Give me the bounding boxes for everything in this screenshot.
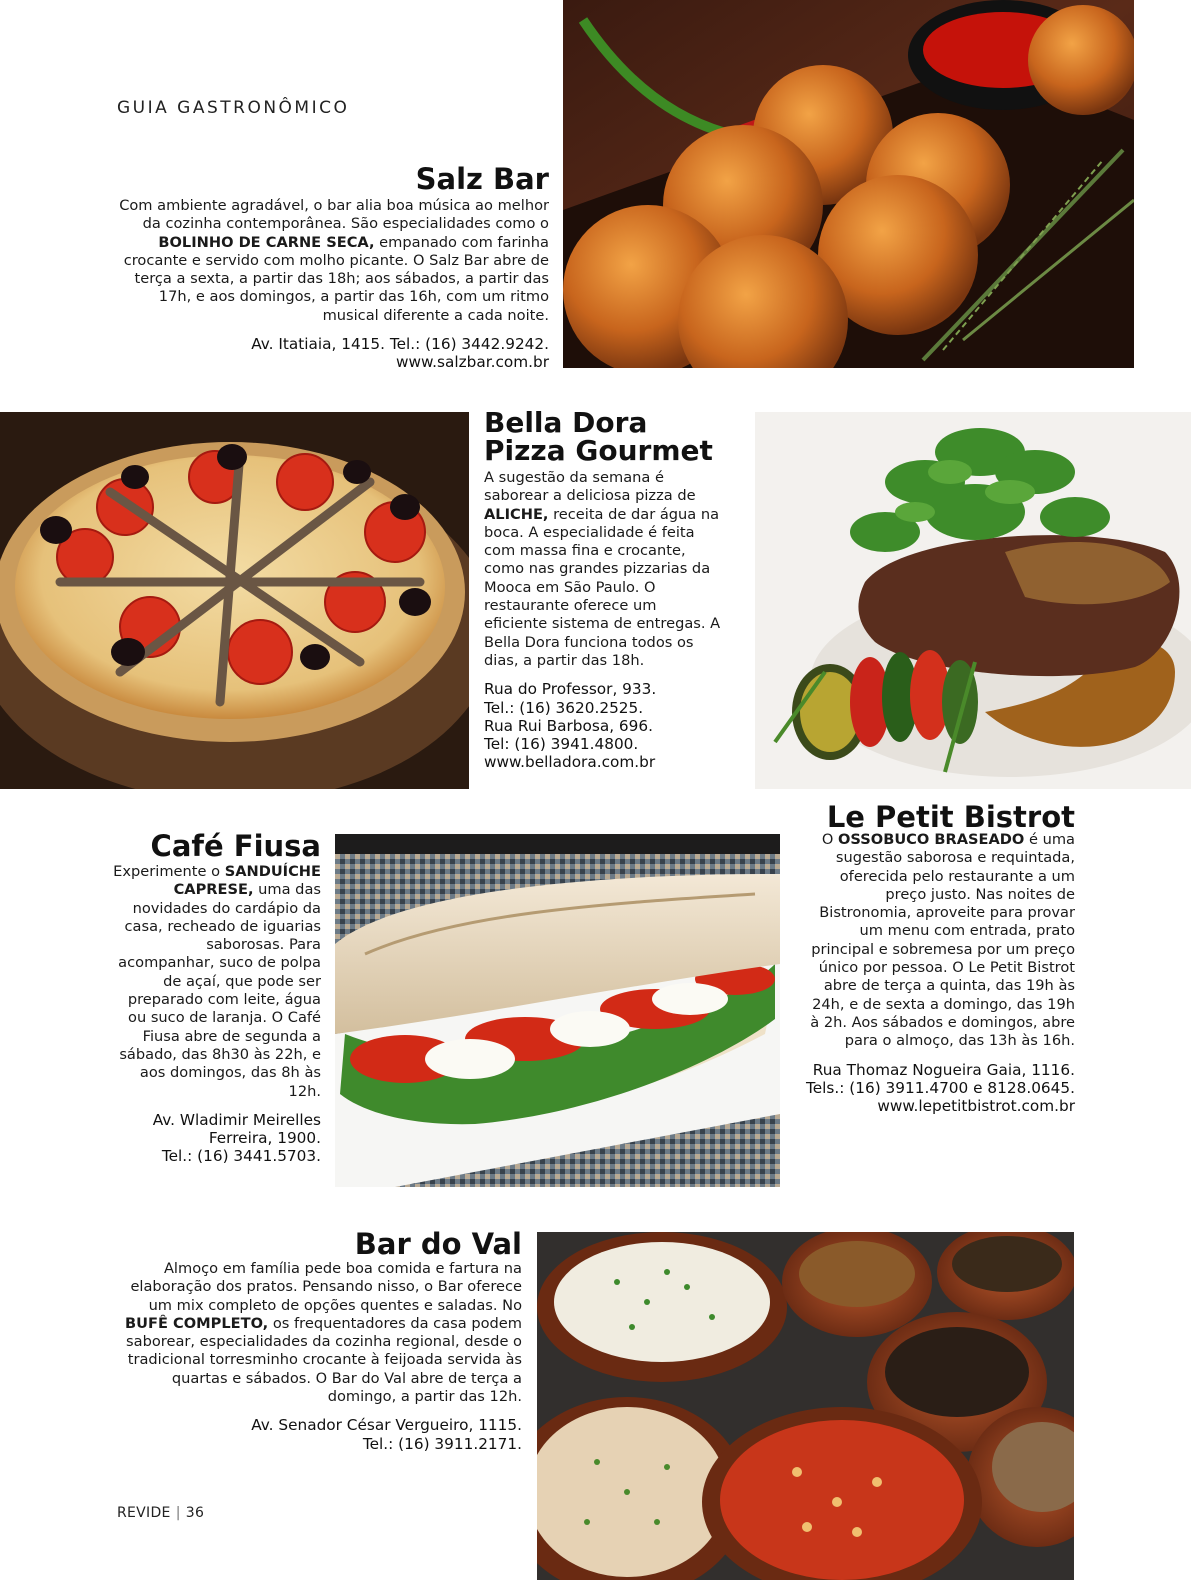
salz-bar-website: www.salzbar.com.br (396, 353, 549, 372)
bar-do-val-address: Av. Senador César Vergueiro, 1115. Tel.: (16) 3911.2171. (251, 1416, 522, 1453)
bar-do-val-highlight: BUFÊ COMPLETO, (125, 1314, 269, 1332)
cafe-fiusa-description: Experimente o SANDUÍCHE CAPRESE, uma das novidades do cardápio da casa, recheado de iguarias saborosas. Para acompanhar, suco de polpa de açaí, que pode ser preparado com leite, água ou suco de laranja. O Café Fiusa abre de segunda a sábado, das 8h30 às 22h, e aos domingos, das 8h às 12h. (113, 863, 321, 1100)
section-title: GUIA GASTRONÔMICO (117, 98, 350, 118)
page-number: 36 (185, 1505, 205, 1521)
magazine-name: REVIDE (117, 1505, 171, 1521)
bar-do-val-description: Almoço em família pede boa comida e fartura na elaboração dos pratos. Pensando nisso, o Bar oferece um mix completo de opções quentes e saladas. No BUFÊ COMPLETO, os frequentadores da casa podem saborear, especialidades da cozinha regional, desde o tradicional torresminho crocante à feijoada servida às quartas e sábados. O Bar do Val abre de terça a domingo, a partir das 12h. (125, 1260, 522, 1406)
bella-dora-photo (0, 412, 469, 789)
le-petit-bistrot-article (800, 800, 1075, 1116)
bar-do-val-photo (537, 1232, 1074, 1580)
le-petit-bistrot-highlight: OSSOBUCO BRASEADO (838, 831, 1025, 848)
salz-bar-photo (563, 0, 1134, 368)
bella-dora-article (484, 406, 724, 772)
le-petit-bistrot-name: Le Petit Bistrot (826, 800, 1075, 834)
salz-bar-name: Salz Bar (415, 162, 549, 196)
bella-dora-name: Bella Dora Pizza Gourmet (484, 406, 713, 467)
cafe-fiusa-highlight: SANDUÍCHE CAPRESE, (173, 863, 321, 899)
bar-do-val-name: Bar do Val (354, 1227, 522, 1261)
bella-dora-highlight: ALICHE, (484, 505, 549, 523)
bar-do-val-article (108, 1227, 522, 1453)
cafe-fiusa-address: Av. Wladimir Meirelles Ferreira, 1900. Tel.: (16) 3441.5703. (152, 1110, 321, 1166)
le-petit-bistrot-website: www.lepetitbistrot.com.br (877, 1097, 1075, 1116)
cafe-fiusa-name: Café Fiusa (150, 829, 321, 863)
bella-dora-description: A sugestão da semana é saborear a deliciosa pizza de ALICHE, receita de dar água na boca. A especialidade é feita com massa fina e crocante, como nas grandes pizzarias da Mooca em São Paulo. O restaurante oferece um eficiente sistema de entregas. A Bella Dora funciona todos os dias, a partir das 18h. (484, 469, 721, 669)
cafe-fiusa-photo (335, 834, 780, 1187)
salz-bar-address: Av. Itatiaia, 1415. Tel.: (16) 3442.9242. www.salzbar.com.br (251, 335, 549, 372)
bella-dora-website: www.belladora.com.br (484, 753, 656, 772)
salz-bar-article (112, 162, 549, 372)
salz-bar-highlight: BOLINHO DE CARNE SECA, (158, 233, 375, 251)
page-footer: REVIDE | 36 (117, 1505, 205, 1521)
cafe-fiusa-article (108, 829, 321, 1166)
salz-bar-description: Com ambiente agradável, o bar alia boa música ao melhor da cozinha contemporânea. São especialidades como o BOLINHO DE CARNE SECA, empanado com farinha crocante e servido com molho picante. O Salz Bar abre de terça a sexta, a partir das 18h; aos sábados, a partir das 17h, e aos domingos, a partir das 16h, com um ritmo musical diferente a cada noite. (119, 197, 549, 324)
le-petit-bistrot-photo (755, 412, 1191, 789)
bella-dora-address: Rua do Professor, 933. Tel.: (16) 3620.2525. Rua Rui Barbosa, 696. Tel: (16) 3941.4800. www.belladora.com.br (484, 680, 657, 772)
le-petit-bistrot-address: Rua Thomaz Nogueira Gaia, 1116. Tels.: (16) 3911.4700 e 8128.0645. www.lepetitbistrot.com.br (806, 1060, 1075, 1116)
le-petit-bistrot-description: O OSSOBUCO BRASEADO é uma sugestão saborosa e requintada, oferecida pelo restaurante a um preço justo. Nas noites de Bistronomia, aproveite para provar um menu com entrada, prato principal e sobremesa por um preço único por pessoa. O Le Petit Bistrot abre de terça a quinta, das 19h às 24h, e de sexta a domingo, das 19h à 2h. Aos sábados e domingos, abre para o almoço, das 13h às 16h. (810, 831, 1075, 1050)
